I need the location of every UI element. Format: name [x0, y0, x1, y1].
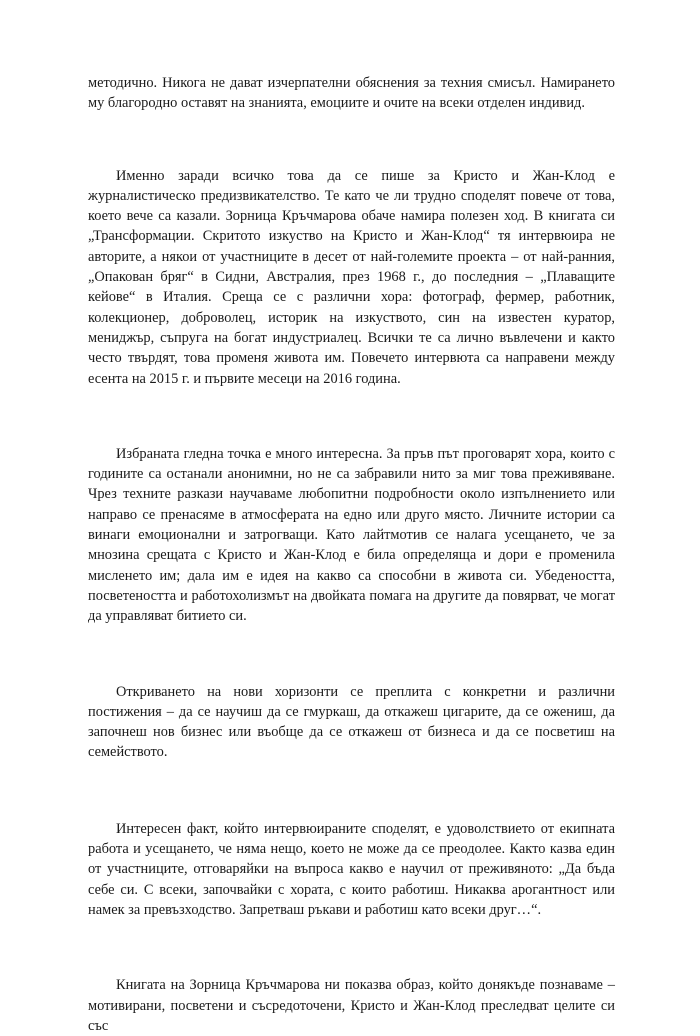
paragraph-spacer: [88, 389, 615, 444]
paragraph-continuation: методично. Никога не дават изчерпателни обяснения за техния смисъл. Намирането му благородно оставят на знанията, емоциите и очите на всеки отделен индивид.: [88, 75, 615, 112]
paragraph-spacer: [88, 763, 615, 819]
document-page: [88, 73, 615, 1036]
paragraph-spacer: [88, 920, 615, 975]
paragraph-spacer: [88, 627, 615, 682]
paragraph: Избраната гледна точка е много интересна. За пръв път проговарят хора, които с годините са останали анонимни, но не са забравили нито за миг това преживяване. Чрез техните разкази научаваме любопитни подробности около изпълнението или направо се пренасяме в атмосферата на едно или друго място. Личните истории са винаги емоционални и затрогващи. Като лайтмотив се налага усещането, че за мнозина срещата с Кристо и Жан-Клод е била определяща и дори е променила мисленето им; дала им е идея на какво са способни в живота си. Убедеността, посветеността и работохолизмът на двойката помага на другите да повярват, че могат да управляват битието си.: [88, 445, 615, 625]
paragraph: Книгата на Зорница Кръчмарова ни показва образ, който донякъде познаваме – мотивирани, посветени и съсредоточени, Кристо и Жан-Клод преследват целите си със: [88, 977, 615, 1034]
paragraph: Интересен факт, който интервюираните споделят, е удоволствието от екипната работа и усещането, че няма нещо, което не може да се преодолее. Както казва един от участниците, отговаряйки на въпроса какво е научил от преживяното: „Да бъда себе си. С всеки, започвайки с хората, с които работиш. Никаква арогантност или намек за превъзходство. Запретваш ръкави и работиш като всеки друг…“.: [88, 820, 615, 918]
paragraph-spacer: [88, 114, 615, 166]
paragraph: Именно заради всичко това да се пише за Кристо и Жан-Клод е журналистическо предизвикателство. Те като че ли трудно споделят повече от това, което вече са казали. Зорница Кръчмарова обаче намира полезен ход. В книгата си „Трансформации. Скритото изкуство на Кристо и Жан-Клод“ тя интервюира не авторите, а някои от участниците в десет от най-големите проекта – от най-ранния, „Опакован бряг“ в Сидни, Австралия, през 1968 г., до последния – „Плаващите кейове“ в Италия. Среща се с различни хора: фотограф, фермер, работник, колекционер, доброволец, историк на изкуството, син на известен куратор, мениджър, съпруга на богат индустриалец. Всички те са лично въвлечени и както често твърдят, това променя живота им. Повечето интервюта са направени между есента на 2015 г. и първите месеци на 2016 година.: [88, 167, 615, 387]
paragraph: Откриването на нови хоризонти се преплита с конкретни и различни постижения – да се научиш да се гмуркаш, да откажеш цигарите, да се ожениш, да започнеш нов бизнес или въобще да се откажеш от бизнеса и да се посветиш на семейството.: [88, 683, 615, 761]
